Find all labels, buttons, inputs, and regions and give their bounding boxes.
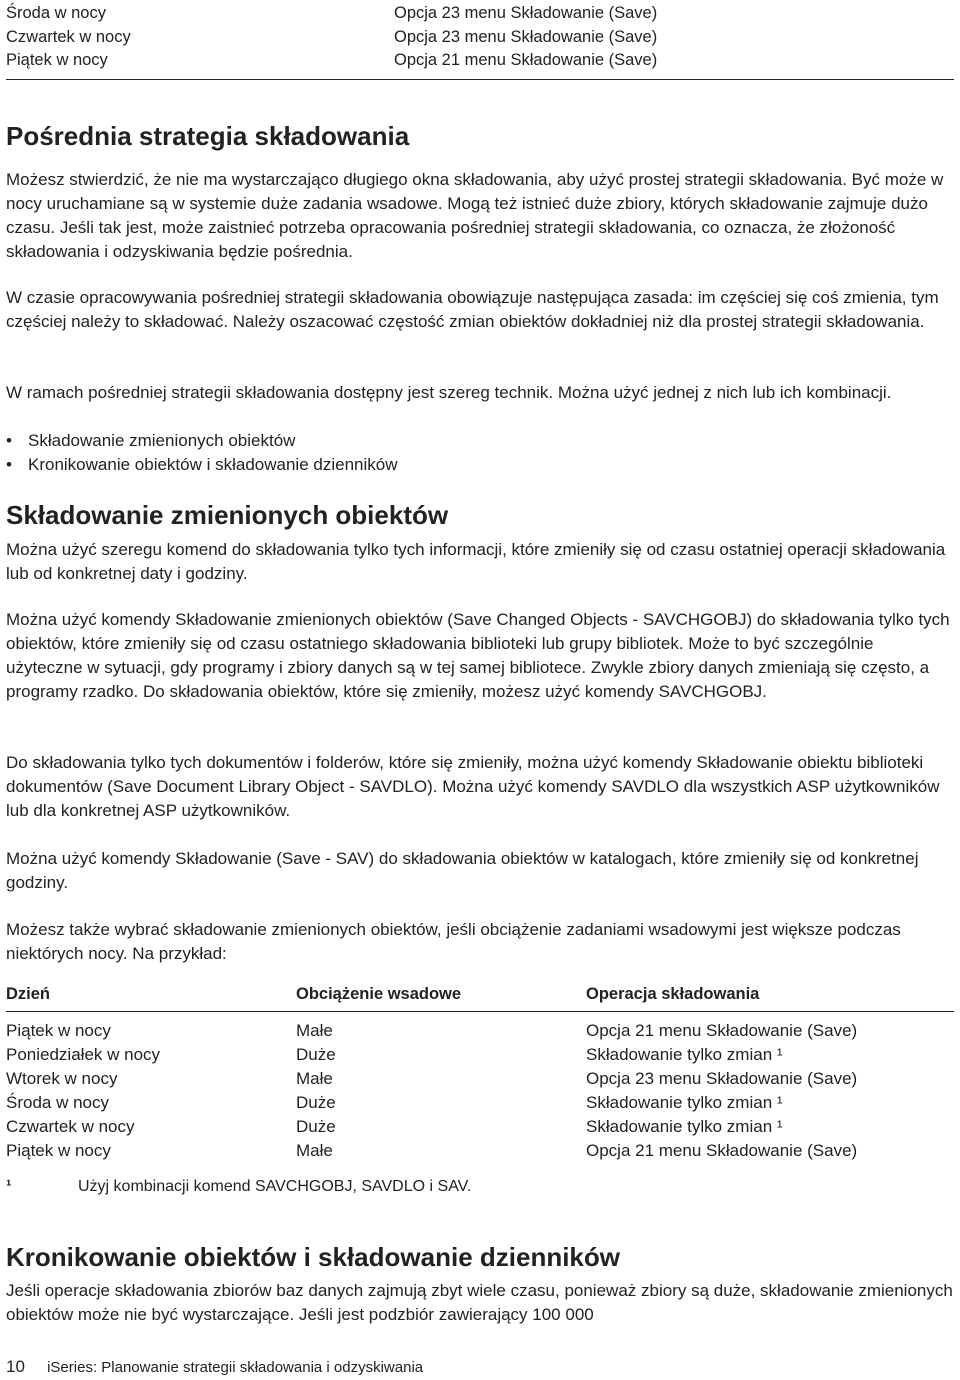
- list-item: • Kronikowanie obiektów i składowanie dzienników: [6, 453, 397, 477]
- paragraph: Możesz stwierdzić, że nie ma wystarczająco długiego okna składowania, aby użyć prostej strategii składowania. Być może w nocy uruchamiane są w systemie duże zadania wsadowe. Mogą też istnieć duże zbiory, których składowanie zajmuje dużo czasu. Jeśli tak jest, może zaistnieć potrzeba opracowania pośredniej strategii składowania, co oznacza, że złożoność składowania i odzyskiwania będzie pośrednia.: [6, 170, 944, 261]
- bullet-icon: •: [6, 431, 12, 450]
- load-cell: Małe: [296, 1141, 333, 1160]
- day-cell: Piątek w nocy: [6, 1141, 111, 1160]
- load-cell: Małe: [296, 1069, 333, 1088]
- page-footer: [6, 1356, 423, 1379]
- table-row: [6, 3, 706, 27]
- schedule-table: [6, 982, 954, 1008]
- load-cell: Duże: [296, 1045, 336, 1064]
- footer-title: iSeries: Planowanie strategii składowania i odzyskiwania: [47, 1359, 424, 1376]
- table-header-row: [6, 982, 954, 1008]
- continued-schedule-table: [6, 3, 706, 74]
- load-cell: Duże: [296, 1117, 336, 1136]
- table-row: [6, 1115, 954, 1139]
- operation-cell: Składowanie tylko zmian ¹: [586, 1117, 783, 1136]
- day-cell: Poniedziałek w nocy: [6, 1045, 161, 1064]
- load-cell: Duże: [296, 1093, 336, 1112]
- paragraph: Można użyć szeregu komend do składowania tylko tych informacji, które zmieniły się od czasu ostatniej operacji składowania lub od konkretnej daty i godziny.: [6, 540, 946, 583]
- operation-cell: Opcja 21 menu Składowanie (Save): [586, 1021, 858, 1040]
- operation-cell: Składowanie tylko zmian ¹: [586, 1045, 783, 1064]
- table-row: [6, 1043, 954, 1067]
- day-cell: Środa w nocy: [6, 1093, 109, 1112]
- paragraph: W ramach pośredniej strategii składowania dostępny jest szereg technik. Można użyć jednej z nich lub ich kombinacji.: [6, 383, 892, 402]
- paragraph: Możesz także wybrać składowanie zmienionych obiektów, jeśli obciążenie zadaniami wsadowymi jest większe podczas niektórych nocy. Na przykład:: [6, 920, 901, 963]
- paragraph: Można użyć komendy Składowanie (Save - SAV) do składowania obiektów w katalogach, które zmieniły się od konkretnej godziny.: [6, 849, 919, 892]
- day-cell: Piątek w nocy: [6, 1021, 111, 1040]
- column-header-load: Obciążenie wsadowe: [296, 985, 462, 1003]
- paragraph: Jeśli operacje składowania zbiorów baz danych zajmują zbyt wiele czasu, ponieważ zbiory są duże, składowanie zmienionych obiektów może nie być wystarczające. Jeśli jest podzbiór zawierający 100 000: [6, 1281, 953, 1324]
- section-heading-journaling: Kronikowanie obiektów i składowanie dzienników: [6, 1242, 620, 1272]
- technique-list: [6, 429, 397, 477]
- footnote-mark: ¹: [6, 1178, 12, 1195]
- table-row: [6, 27, 706, 51]
- operation-cell: Opcja 23 menu Składowanie (Save): [586, 1069, 858, 1088]
- table-bottom-rule: [6, 79, 954, 80]
- day-cell: Środa w nocy: [6, 4, 106, 22]
- table-row: [6, 1091, 954, 1115]
- operation-cell: Opcja 23 menu Składowanie (Save): [394, 4, 658, 22]
- table-row: [6, 1019, 954, 1043]
- table-row: [6, 1139, 954, 1163]
- operation-cell: Opcja 21 menu Składowanie (Save): [394, 51, 658, 69]
- day-cell: Piątek w nocy: [6, 51, 108, 69]
- section-heading-intermediate-strategy: Pośrednia strategia składowania: [6, 121, 410, 151]
- table-header-rule: [6, 1011, 954, 1012]
- list-item: • Składowanie zmienionych obiektów: [6, 429, 397, 453]
- section-heading-changed-objects: Składowanie zmienionych obiektów: [6, 500, 449, 530]
- operation-cell: Opcja 21 menu Składowanie (Save): [586, 1141, 858, 1160]
- paragraph: Można użyć komendy Składowanie zmienionych obiektów (Save Changed Objects - SAVCHGOBJ) do składowania tylko tych obiektów, które zmieniły się od czasu ostatniego składowania biblioteki lub grupy bibliotek. Może to być szczególnie użyteczne w sytuacji, gdy programy i zbiory danych są w tej samej bibliotece. Zwykle zbiory danych zmieniają się często, a programy rzadko. Do składowania obiektów, które się zmieniły, możesz użyć komendy SAVCHGOBJ.: [6, 610, 950, 701]
- schedule-table-body: [6, 1019, 954, 1163]
- footnote-text: Użyj kombinacji komend SAVCHGOBJ, SAVDLO i SAV.: [78, 1178, 472, 1195]
- day-cell: Wtorek w nocy: [6, 1069, 118, 1088]
- column-header-operation: Operacja składowania: [586, 985, 760, 1003]
- operation-cell: Opcja 23 menu Składowanie (Save): [394, 27, 658, 46]
- operation-cell: Składowanie tylko zmian ¹: [586, 1093, 783, 1112]
- table-row: [6, 50, 706, 74]
- load-cell: Małe: [296, 1021, 333, 1040]
- paragraph: Do składowania tylko tych dokumentów i folderów, które się zmieniły, można użyć komendy Składowanie obiektu biblioteki dokumentów (Save Document Library Object - SAVDLO). Można użyć komendy SAVDLO dla wszystkich ASP użytkowników lub dla konkretnej ASP użytkowników.: [6, 753, 940, 820]
- day-cell: Czwartek w nocy: [6, 27, 131, 46]
- day-cell: Czwartek w nocy: [6, 1117, 135, 1136]
- table-row: [6, 1067, 954, 1091]
- bullet-icon: •: [6, 455, 12, 474]
- paragraph: W czasie opracowywania pośredniej strategii składowania obowiązuje następująca zasada: im częściej się coś zmienia, tym częściej należy to składować. Należy oszacować częstość zmian obiektów dokładniej niż dla prostej strategii składowania.: [6, 288, 939, 331]
- column-header-day: Dzień: [6, 985, 51, 1003]
- page-number: 10: [6, 1357, 25, 1376]
